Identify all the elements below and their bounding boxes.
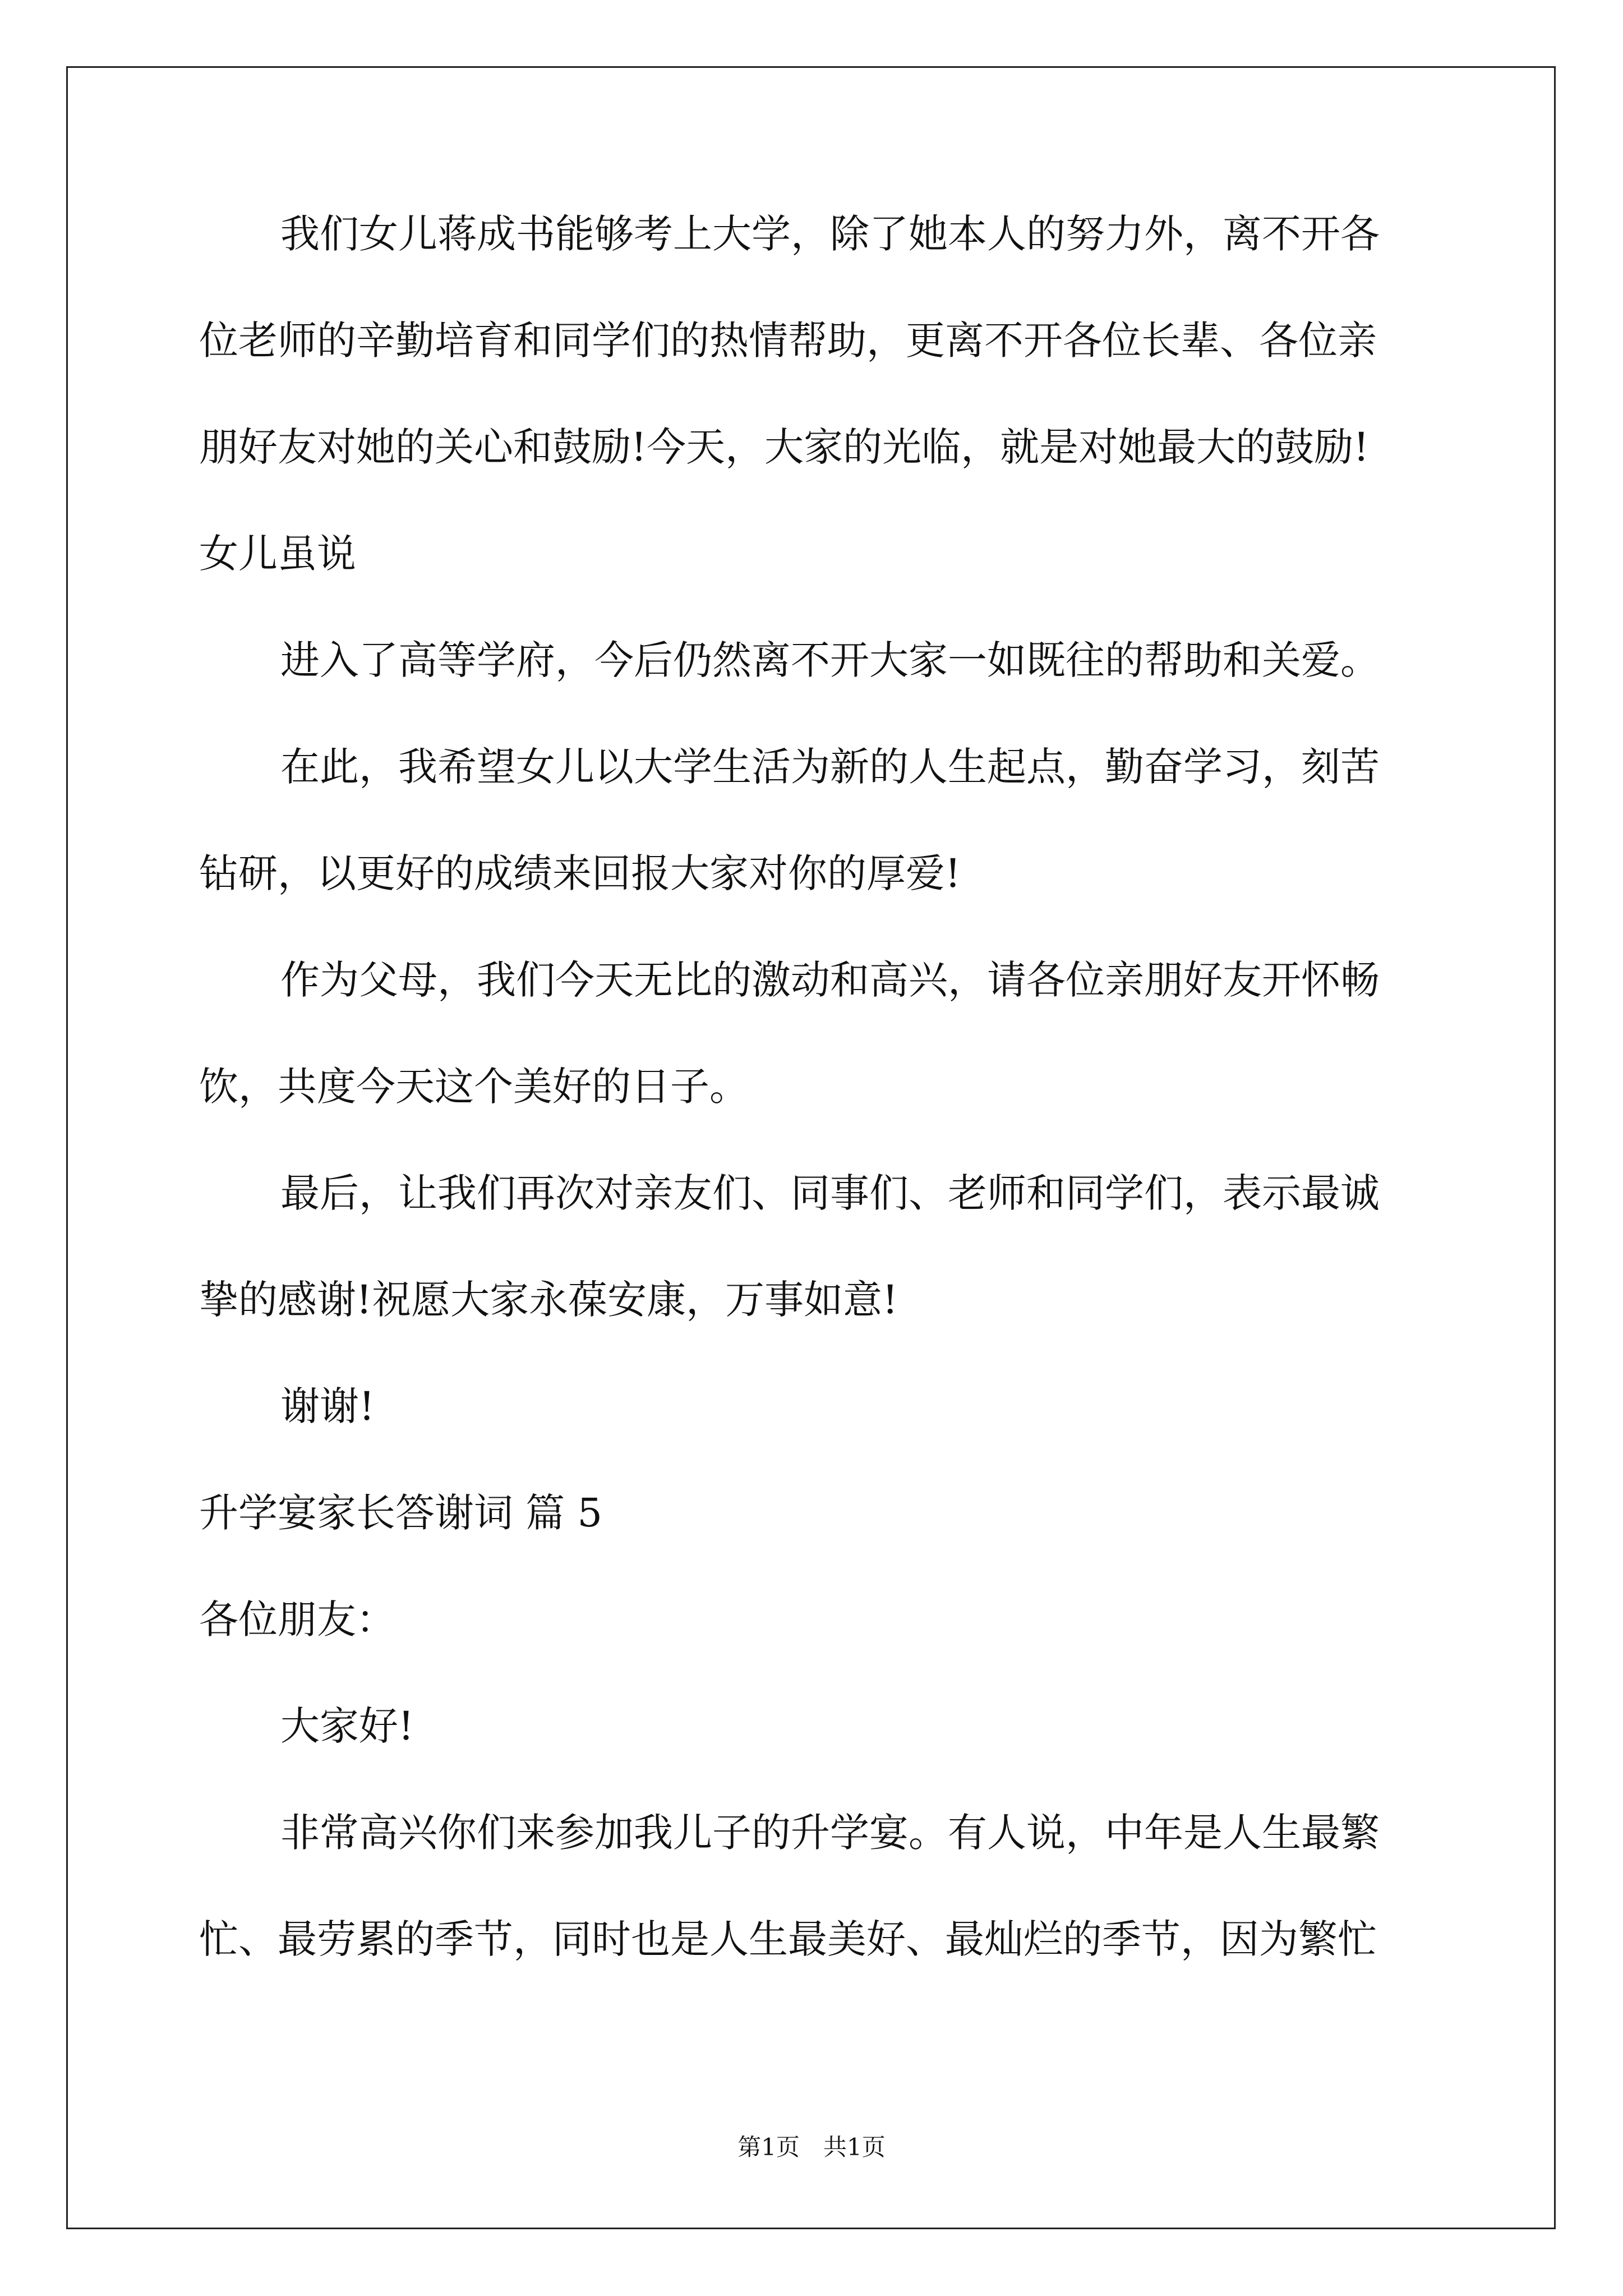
paragraph-line: 作为父母，我们今天无比的激动和高兴，请各位亲朋好友开怀畅 xyxy=(280,957,1380,1003)
paragraph-line: 挚的感谢!祝愿大家永葆安康，万事如意! xyxy=(199,1277,898,1323)
paragraph-line: 最后，让我们再次对亲友们、同事们、老师和同学们，表示最诚 xyxy=(280,1170,1380,1216)
paragraph-line: 饮，共度今天这个美好的日子。 xyxy=(199,1064,749,1110)
page-number-footer: 第1页 共1页 xyxy=(737,2133,886,2161)
salutation: 各位朋友： xyxy=(199,1596,395,1642)
section-heading: 升学宴家长答谢词 篇 5 xyxy=(199,1490,603,1536)
paragraph-line: 朋好友对她的关心和鼓励!今天，大家的光临，就是对她最大的鼓励! xyxy=(199,424,1370,470)
paragraph-line: 忙、最劳累的季节，同时也是人生最美好、最灿烂的季节，因为繁忙 xyxy=(199,1916,1377,1962)
paragraph-line: 谢谢! xyxy=(280,1383,375,1429)
paragraph-line: 位老师的辛勤培育和同学们的热情帮助，更离不开各位长辈、各位亲 xyxy=(199,318,1377,364)
paragraph-line: 钻研，以更好的成绩来回报大家对你的厚爱! xyxy=(199,850,961,896)
paragraph-line: 进入了高等学府，今后仍然离不开大家一如既往的帮助和关爱。 xyxy=(280,637,1380,683)
paragraph-line: 在此，我希望女儿以大学生活为新的人生起点，勤奋学习，刻苦 xyxy=(280,744,1380,790)
greeting: 大家好! xyxy=(280,1703,414,1749)
paragraph-line: 我们女儿蒋成书能够考上大学，除了她本人的努力外，离不开各 xyxy=(280,211,1380,257)
paragraph-line: 女儿虽说 xyxy=(199,531,356,577)
paragraph-line: 非常高兴你们来参加我儿子的升学宴。有人说，中年是人生最繁 xyxy=(280,1810,1380,1856)
page-border xyxy=(66,66,1556,2229)
